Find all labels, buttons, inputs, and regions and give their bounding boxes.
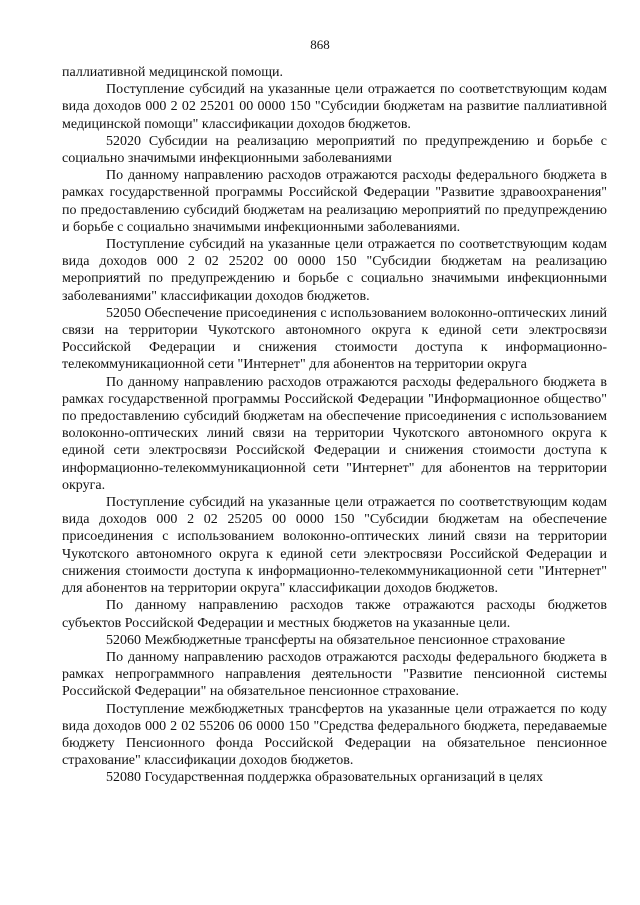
paragraph: По данному направлению расходов также отражаются расходы бюджетов субъектов Российской Федерации и местных бюджетов на указанные цели. — [62, 598, 607, 631]
paragraph: По данному направлению расходов отражаются расходы федерального бюджета в рамках государственной программы Российской Федерации "Информационное общество" по предоставлению субсидий бюджетам на обеспечение присоединения с использованием волоконно-оптических линий связи на территории Чукотского автономного округа к единой сети электросвязи Российской Федерации и снижения стоимости доступа к информационно-телекоммуникационной сети "Интернет" для абонентов на территории округа. — [62, 374, 607, 493]
document-body — [62, 64, 607, 787]
paragraph: Поступление межбюджетных трансфертов на указанные цели отражается по коду вида доходов 000 2 02 55206 06 0000 150 "Средства федерального бюджета, передаваемые бюджету Пенсионного фонда Российской Федерации на обязательное пенсионное страхование" классификации доходов бюджетов. — [62, 701, 607, 769]
section-heading-52050: 52050 Обеспечение присоединения с использованием волоконно-оптических линий связи на территории Чукотского автономного округа к единой сети электросвязи Российской Федерации и снижения стоимости доступа к информационно-телекоммуникационной сети "Интернет" для абонентов на территории округа — [62, 305, 607, 373]
paragraph: Поступление субсидий на указанные цели отражается по соответствующим кодам вида доходов 000 2 02 25205 00 0000 150 "Субсидии бюджетам на обеспечение присоединения с использованием волоконно-оптических линий связи на территории Чукотского автономного округа к единой сети электросвязи Российской Федерации и снижения стоимости доступа к информационно-телекоммуникационной сети "Интернет" для абонентов на территории округа" классификации доходов бюджетов. — [62, 495, 607, 597]
paragraph: Поступление субсидий на указанные цели отражается по соответствующим кодам вида доходов 000 2 02 25202 00 0000 150 "Субсидии бюджетам на реализацию мероприятий по предупреждению и борьбе с социально значимыми инфекционными заболеваниями" классификации доходов бюджетов. — [62, 237, 607, 304]
paragraph: По данному направлению расходов отражаются расходы федерального бюджета в рамках государственной программы Российской Федерации "Развитие здравоохранения" по предоставлению субсидий бюджетам на реализацию мероприятий по предупреждению и борьбе с социально значимыми инфекционными заболеваниями. — [62, 168, 607, 235]
section-heading-52060: 52060 Межбюджетные трансферты на обязательное пенсионное страхование — [106, 632, 566, 648]
paragraph: Поступление субсидий на указанные цели отражается по соответствующим кодам вида доходов 000 2 02 25201 00 0000 150 "Субсидии бюджетам на развитие паллиативной медицинской помощи" классификации доходов бюджетов. — [62, 82, 607, 132]
paragraph: По данному направлению расходов отражаются расходы федерального бюджета в рамках непрограммного направления деятельности "Развитие пенсионной системы Российской Федерации" на обязательное пенсионное страхование. — [62, 649, 607, 700]
page-number: 868 — [310, 37, 330, 52]
paragraph-continuation: паллиативной медицинской помощи. — [62, 65, 283, 80]
section-heading-52080: 52080 Государственная поддержка образовательных организаций в целях — [106, 770, 544, 786]
section-heading-52020: 52020 Субсидии на реализацию мероприятий по предупреждению и борьбе с социально значимыми инфекционными заболеваниями — [62, 133, 607, 167]
